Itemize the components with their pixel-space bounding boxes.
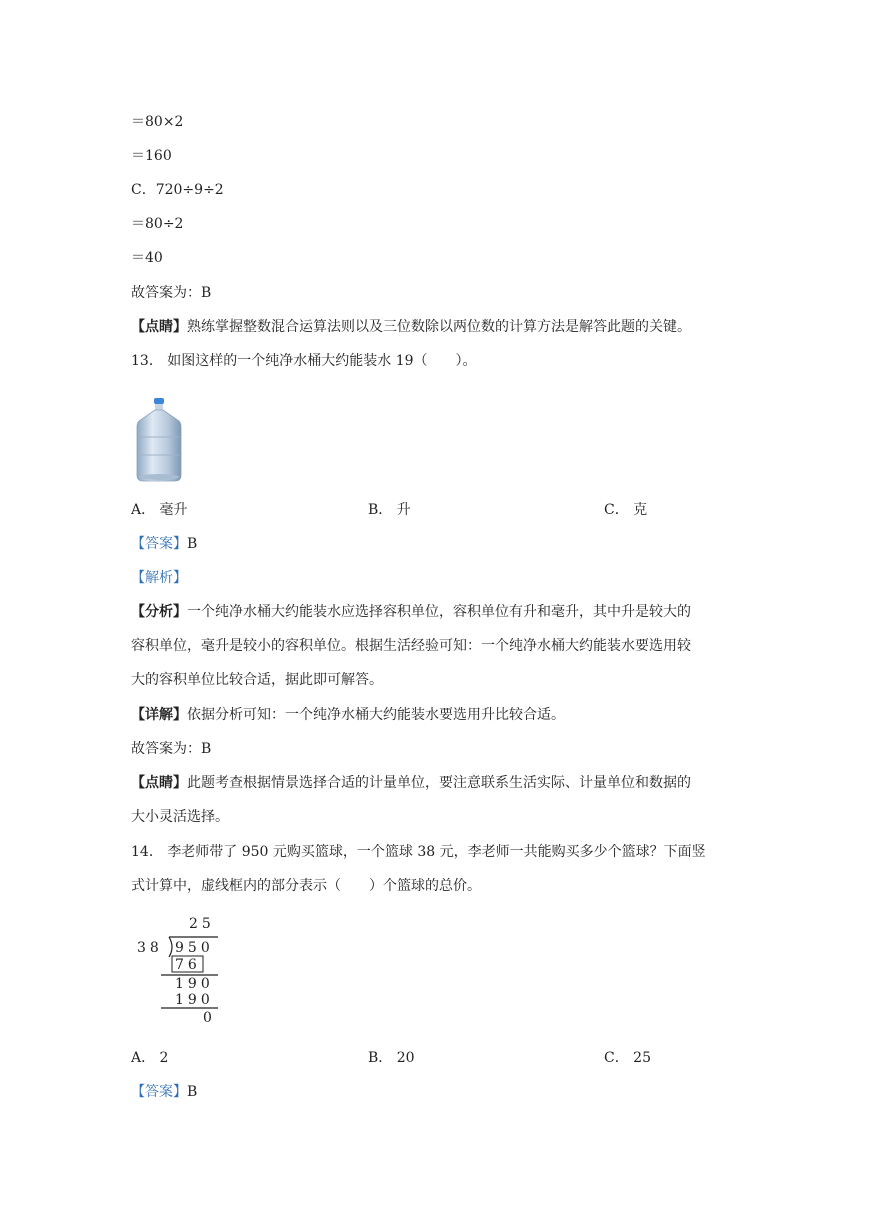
q13-dianjing-tag: 【点睛】	[131, 775, 187, 791]
division-step-2: 190	[175, 992, 214, 1008]
dianjing-paragraph	[131, 317, 691, 337]
fenxi-text-1: 一个纯净水桶大约能装水应选择容积单位，容积单位有升和毫升，其中升是较大的	[187, 604, 691, 620]
division-quotient: 25	[189, 916, 215, 932]
option-c-calc: C．720÷9÷2	[131, 182, 224, 198]
q13-final-answer: 故答案为：B	[131, 741, 212, 757]
answer-value: B	[187, 536, 198, 552]
xiangjie-tag: 【详解】	[131, 707, 187, 723]
q14-stem-line-2: 式计算中，虚线框内的部分表示（ ）个篮球的总价。	[131, 878, 481, 894]
q13-stem: 13． 如图这样的一个纯净水桶大约能装水 19（ ）。	[131, 353, 477, 369]
q14-answer-value: B	[187, 1084, 198, 1100]
xiangjie-text: 依据分析可知：一个纯净水桶大约能装水要选用升比较合适。	[187, 707, 565, 723]
q13-dianjing-line-1	[131, 773, 691, 793]
q14-option-c: C． 25	[604, 1050, 651, 1066]
division-divisor: 38	[137, 940, 163, 956]
long-division-diagram	[131, 912, 251, 1027]
q14-answer	[131, 1082, 197, 1102]
dianjing-tag: 【点睛】	[131, 319, 187, 335]
dianjing-text: 熟练掌握整数混合运算法则以及三位数除以两位数的计算方法是解答此题的关键。	[187, 319, 691, 335]
calc-line-5: ＝40	[131, 250, 163, 266]
division-lines	[131, 912, 251, 1027]
division-step-1: 76	[175, 957, 201, 973]
xiangjie-paragraph	[131, 705, 565, 725]
division-dividend: 950	[175, 940, 214, 956]
q14-option-b: B． 20	[368, 1050, 415, 1066]
q14-option-a: A． 2	[131, 1050, 169, 1066]
fenxi-tag: 【分析】	[131, 604, 187, 620]
q13-dianjing-text-1: 此题考查根据情景选择合适的计量单位，要注意联系生活实际、计量单位和数据的	[187, 775, 691, 791]
q13-option-b: B． 升	[368, 502, 411, 518]
q14-stem-line-1: 14． 李老师带了 950 元购买篮球，一个篮球 38 元，李老师一共能购买多少个篮球？下面竖	[131, 844, 706, 860]
answer-tag: 【答案】	[131, 536, 187, 552]
fenxi-line-2: 容积单位，毫升是较小的容积单位。根据生活经验可知：一个纯净水桶大约能装水要选用较	[131, 638, 691, 654]
q14-answer-tag: 【答案】	[131, 1084, 187, 1100]
fenxi-line-1	[131, 602, 691, 622]
q13-option-c: C． 克	[604, 502, 648, 518]
q13-option-a: A． 毫升	[131, 502, 188, 518]
calc-line-1: ＝80×2	[131, 114, 184, 130]
water-bottle-image	[133, 397, 185, 483]
answer-summary: 故答案为：B	[131, 285, 212, 301]
q13-dianjing-line-2: 大小灵活选择。	[131, 809, 229, 825]
q13-answer	[131, 534, 197, 554]
jiexi-tag: 【解析】	[131, 570, 187, 586]
division-final-remainder: 0	[203, 1010, 216, 1026]
calc-line-2: ＝160	[131, 148, 172, 164]
calc-line-4: ＝80÷2	[131, 216, 184, 232]
fenxi-line-3: 大的容积单位比较合适，据此即可解答。	[131, 672, 383, 688]
division-remainder-1: 190	[175, 976, 214, 992]
